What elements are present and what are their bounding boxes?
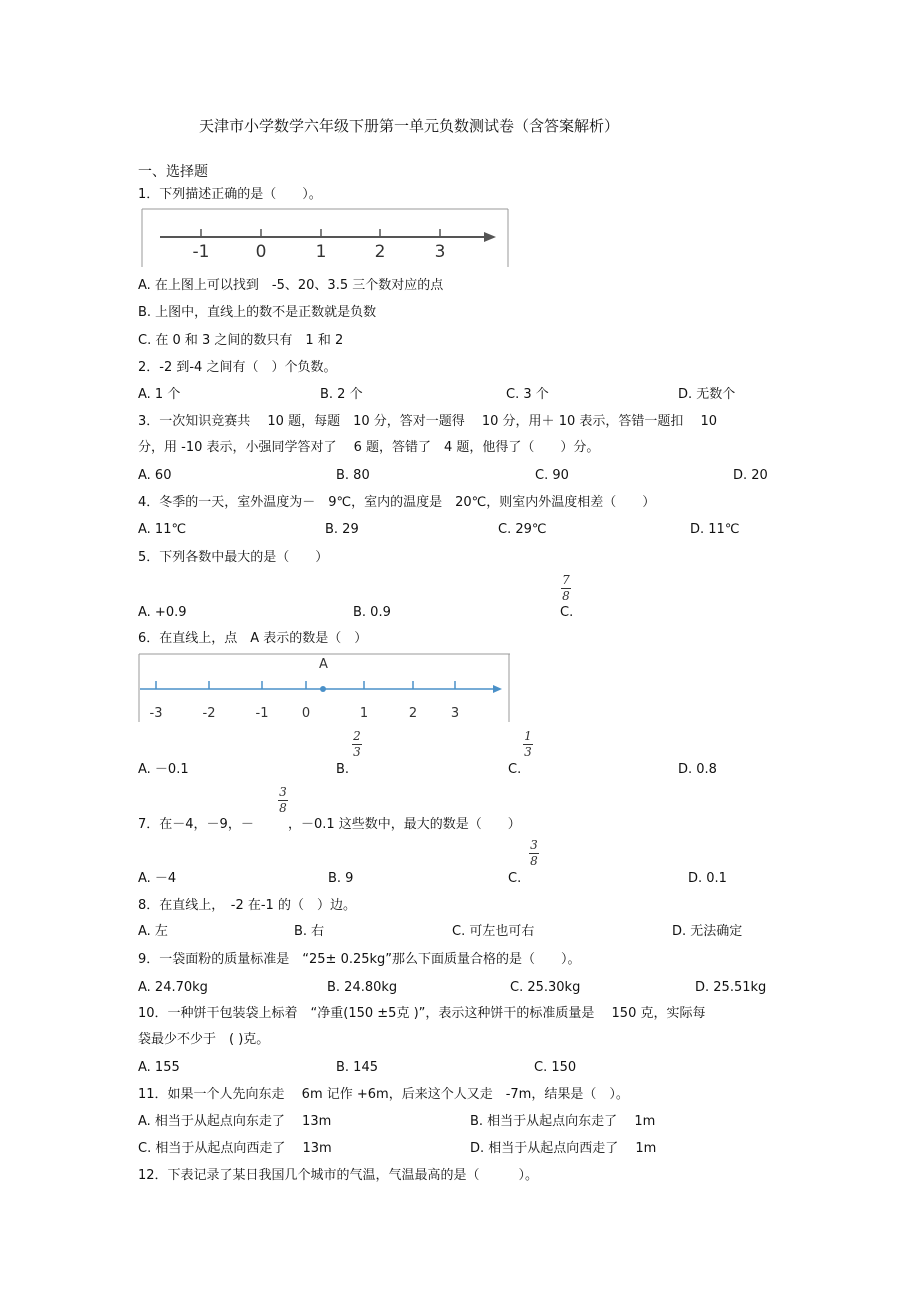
- q11-option-b[interactable]: B. 相当于从起点向东走了 1m: [470, 1114, 656, 1129]
- tick-label: -2: [202, 706, 216, 721]
- q1-option-a[interactable]: A. 在上图上可以找到 -5、20、3.5 三个数对应的点: [138, 278, 444, 293]
- q6-stem: 6．在直线上，点 A 表示的数是（ ）: [138, 631, 368, 646]
- q5-c-fraction: [561, 574, 571, 603]
- q7-option-b[interactable]: B. 9: [328, 871, 354, 886]
- tick-label: -3: [149, 706, 163, 721]
- q5-option-c[interactable]: C.: [560, 605, 574, 620]
- q6-number-line: [138, 652, 512, 724]
- q2-option-d[interactable]: D. 无数个: [678, 387, 736, 402]
- q4-stem: 4．冬季的一天，室外温度为－ 9℃，室内的温度是 20℃，则室内外温度相差（ ）: [138, 495, 656, 510]
- q2-option-a[interactable]: A. 1 个: [138, 387, 181, 402]
- q6-option-a[interactable]: A. －0.1: [138, 762, 189, 777]
- tick-label: 0: [301, 706, 311, 721]
- fraction-numerator: 3: [530, 838, 538, 852]
- q7-stem-fraction: [278, 786, 288, 815]
- q6-option-d[interactable]: D. 0.8: [678, 762, 717, 777]
- q7-option-c[interactable]: C.: [508, 871, 522, 886]
- q8-stem: 8．在直线上， -2 在-1 的（ ）边。: [138, 898, 356, 913]
- q11-stem: 11．如果一个人先向东走 6m 记作 +6m，后来这个人又走 -7m，结果是（ ）。: [138, 1087, 629, 1102]
- q2-option-c[interactable]: C. 3 个: [506, 387, 549, 402]
- tick-label: 2: [408, 706, 418, 721]
- tick-label: 1: [359, 706, 369, 721]
- tick-label: 3: [450, 706, 460, 721]
- q7-option-a[interactable]: A. －4: [138, 871, 177, 886]
- q3-stem-line1: 3．一次知识竞赛共 10 题，每题 10 分，答对一题得 10 分，用＋ 10 表示，答错一题扣 10: [138, 414, 718, 429]
- tick-label: 2: [374, 242, 386, 262]
- q8-option-d[interactable]: D. 无法确定: [672, 924, 743, 939]
- q3-option-b[interactable]: B. 80: [336, 468, 370, 483]
- q6-option-c[interactable]: C.: [508, 762, 522, 777]
- q9-option-c[interactable]: C. 25.30kg: [510, 980, 581, 995]
- tick-label: -1: [192, 242, 210, 262]
- section-heading: 一、选择题: [138, 164, 208, 180]
- fraction-numerator: 3: [279, 785, 287, 799]
- q1-stem: 1．下列描述正确的是（ ）。: [138, 187, 322, 202]
- q1-option-b[interactable]: B. 上图中，直线上的数不是正数就是负数: [138, 305, 377, 320]
- q7-stem-part1: 7．在－4，－9，－: [138, 817, 254, 832]
- q10-stem-line2: 袋最少不少于 ( )克。: [138, 1032, 270, 1047]
- fraction-denominator: 3: [353, 745, 361, 759]
- q10-option-b[interactable]: B. 145: [336, 1060, 378, 1075]
- q2-option-b[interactable]: B. 2 个: [320, 387, 363, 402]
- fraction-numerator: 2: [353, 729, 361, 743]
- q1-option-c[interactable]: C. 在 0 和 3 之间的数只有 1 和 2: [138, 333, 344, 348]
- q11-option-a[interactable]: A. 相当于从起点向东走了 13m: [138, 1114, 332, 1129]
- q4-option-d[interactable]: D. 11℃: [690, 522, 740, 537]
- q3-option-d[interactable]: D. 20: [733, 468, 768, 483]
- q8-option-c[interactable]: C. 可左也可右: [452, 924, 535, 939]
- q4-option-c[interactable]: C. 29℃: [498, 522, 547, 537]
- q9-option-a[interactable]: A. 24.70kg: [138, 980, 208, 995]
- q12-stem: 12．下表记录了某日我国几个城市的气温，气温最高的是（ ）。: [138, 1168, 539, 1183]
- page-title: 天津市小学数学六年级下册第一单元负数测试卷（含答案解析）: [199, 117, 620, 135]
- q7-stem-part2: ，－0.1 这些数中，最大的数是（ ）: [288, 817, 521, 832]
- q3-stem-line2: 分，用 -10 表示，小强同学答对了 6 题，答错了 4 题，他得了（ ）分。: [138, 440, 600, 455]
- q8-option-a[interactable]: A. 左: [138, 924, 168, 939]
- q4-option-b[interactable]: B. 29: [325, 522, 359, 537]
- point-a-label: A: [319, 657, 328, 672]
- q3-option-a[interactable]: A. 60: [138, 468, 172, 483]
- q9-option-b[interactable]: B. 24.80kg: [327, 980, 398, 995]
- q5-stem: 5．下列各数中最大的是（ ）: [138, 550, 329, 565]
- q1-number-line: [140, 207, 512, 269]
- q11-option-c[interactable]: C. 相当于从起点向西走了 13m: [138, 1141, 332, 1156]
- fraction-denominator: 3: [524, 745, 532, 759]
- axis-arrow: [493, 685, 502, 693]
- q2-stem: 2．-2 到-4 之间有（ ）个负数。: [138, 360, 337, 375]
- q10-option-a[interactable]: A. 155: [138, 1060, 180, 1075]
- fraction-denominator: 8: [530, 854, 538, 868]
- q7-option-d[interactable]: D. 0.1: [688, 871, 727, 886]
- q9-option-d[interactable]: D. 25.51kg: [695, 980, 767, 995]
- q10-option-c[interactable]: C. 150: [534, 1060, 577, 1075]
- q4-option-a[interactable]: A. 11℃: [138, 522, 187, 537]
- q9-stem: 9．一袋面粉的质量标准是 “25± 0.25kg”那么下面质量合格的是（ ）。: [138, 952, 581, 967]
- tick-label: -1: [255, 706, 269, 721]
- q7-c-fraction: [529, 839, 539, 868]
- q8-option-b[interactable]: B. 右: [294, 924, 325, 939]
- q6-c-fraction: [523, 730, 533, 759]
- fraction-numerator: 1: [524, 729, 532, 743]
- tick-label: 1: [315, 242, 327, 262]
- q11-option-d[interactable]: D. 相当于从起点向西走了 1m: [470, 1141, 657, 1156]
- q5-option-a[interactable]: A. +0.9: [138, 605, 187, 620]
- tick-label: 3: [434, 242, 446, 262]
- fraction-denominator: 8: [562, 589, 570, 603]
- fraction-denominator: 8: [279, 801, 287, 815]
- q6-b-fraction: [352, 730, 362, 759]
- q5-option-b[interactable]: B. 0.9: [353, 605, 391, 620]
- fraction-numerator: 7: [562, 573, 570, 587]
- axis-arrow: [484, 232, 496, 242]
- q10-stem-line1: 10．一种饼干包装袋上标着 “净重(150 ±5克 )”，表示这种饼干的标准质量是 150 克，实际每: [138, 1006, 706, 1021]
- q3-option-c[interactable]: C. 90: [535, 468, 569, 483]
- point-a-dot: [320, 686, 326, 692]
- q6-option-b[interactable]: B.: [336, 762, 350, 777]
- tick-label: 0: [255, 242, 267, 262]
